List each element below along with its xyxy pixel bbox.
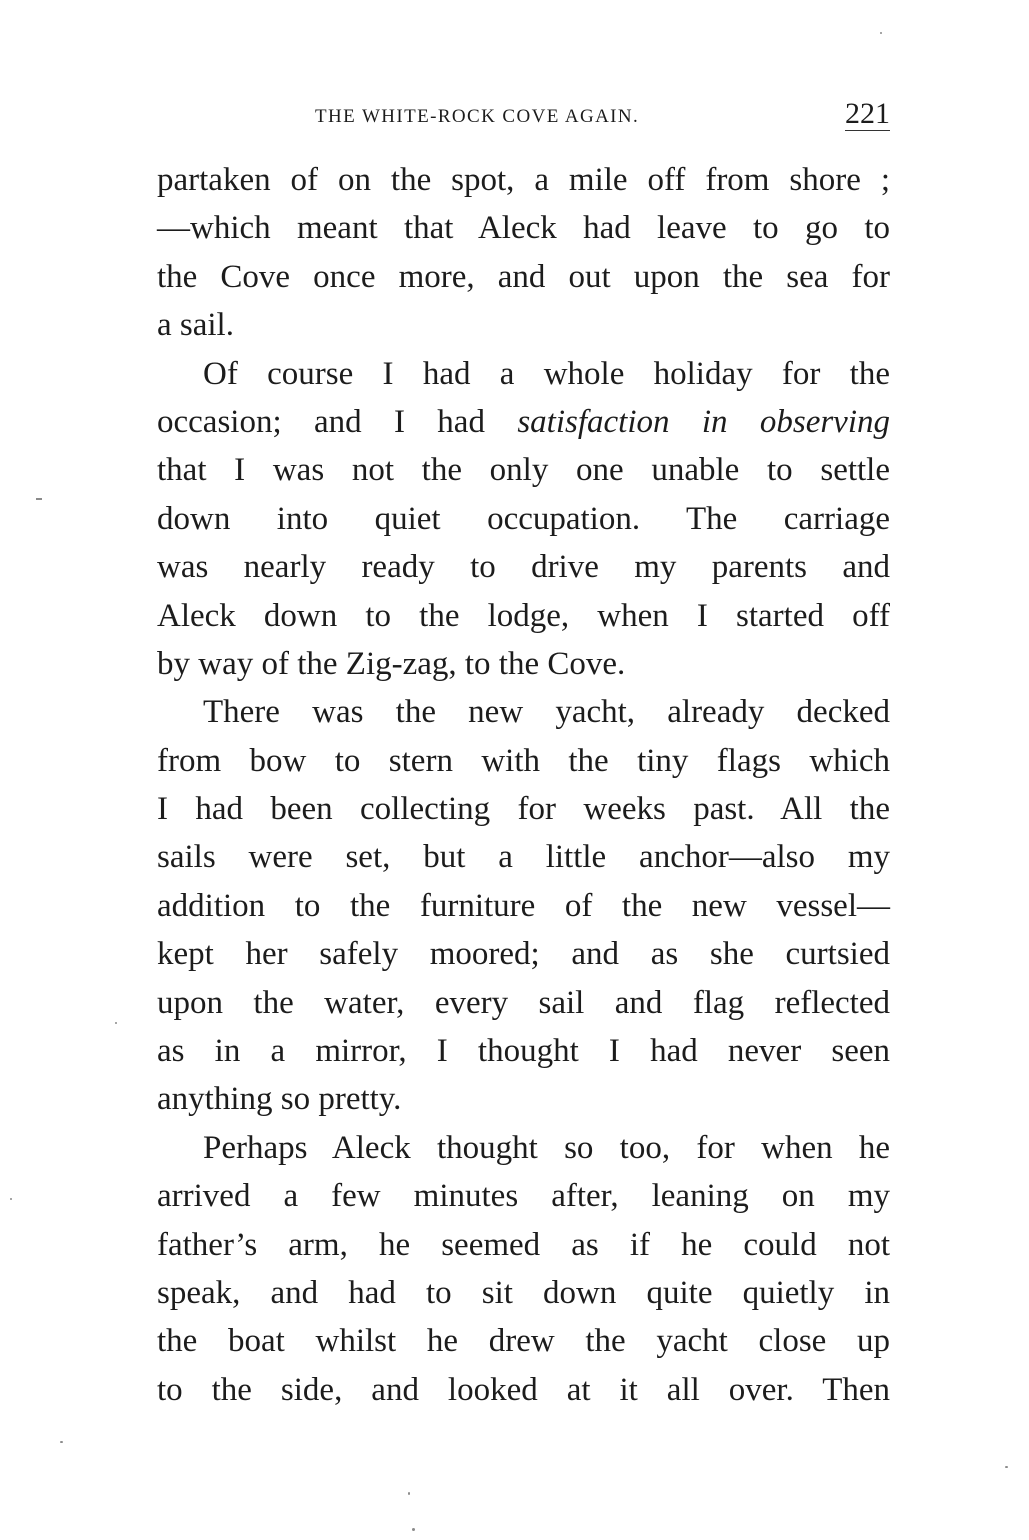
text-line: arrived a few minutes after, leaning on my	[157, 1178, 890, 1215]
text-line: kept her safely moored; and as she curtsied	[157, 936, 890, 973]
text-line: Of course I had a whole holiday for the	[203, 355, 890, 392]
scan-speck	[408, 1492, 410, 1495]
text-line: sails were set, but a little anchor—also my	[157, 839, 890, 876]
text-line: the boat whilst he drew the yacht close up	[157, 1323, 890, 1360]
scan-speck	[10, 1198, 12, 1200]
text-line: upon the water, every sail and flag reflected	[157, 984, 890, 1021]
text-line: father’s arm, he seemed as if he could not	[157, 1226, 890, 1263]
text-line: Aleck down to the lodge, when I started off	[157, 597, 890, 634]
text-line: There was the new yacht, already decked	[203, 694, 890, 731]
text-line: a sail.	[157, 307, 234, 344]
text-line: the Cove once more, and out upon the sea for	[157, 258, 890, 295]
text-line: from bow to stern with the tiny flags which	[157, 742, 890, 779]
text-line: to the side, and looked at it all over. Then	[157, 1371, 890, 1408]
text-line-mixed	[157, 398, 890, 446]
text-line: by way of the Zig-zag, to the Cove.	[157, 645, 626, 682]
scan-speck	[1005, 1466, 1008, 1468]
scan-speck	[36, 498, 42, 500]
scan-speck	[115, 1022, 117, 1024]
text-line: addition to the furniture of the new vessel—	[157, 887, 890, 924]
text-segment: occasion; and I had	[157, 403, 485, 440]
text-line: —which meant that Aleck had leave to go to	[157, 210, 890, 247]
text-line: was nearly ready to drive my parents and	[157, 549, 890, 586]
text-line: as in a mirror, I thought I had never seen	[157, 1033, 890, 1070]
page-number: 221	[845, 97, 890, 130]
text-line: partaken of on the spot, a mile off from shore ;	[157, 162, 890, 198]
text-line: Perhaps Aleck thought so too, for when he	[203, 1129, 890, 1166]
text-line: I had been collecting for weeks past. All the	[157, 791, 890, 828]
body-text	[157, 156, 890, 1414]
italic-segment: satisfaction in observing	[517, 403, 890, 440]
text-line: that I was not the only one unable to settle	[157, 452, 890, 489]
running-head	[155, 98, 890, 134]
running-title: THE WHITE-ROCK COVE AGAIN.	[315, 106, 640, 127]
text-line: speak, and had to sit down quite quietly in	[157, 1274, 890, 1311]
text-line: anything so pretty.	[157, 1081, 402, 1118]
scan-speck	[412, 1528, 415, 1531]
scan-speck	[60, 1441, 63, 1443]
scan-speck	[880, 32, 882, 34]
text-line: down into quiet occupation. The carriage	[157, 500, 890, 537]
